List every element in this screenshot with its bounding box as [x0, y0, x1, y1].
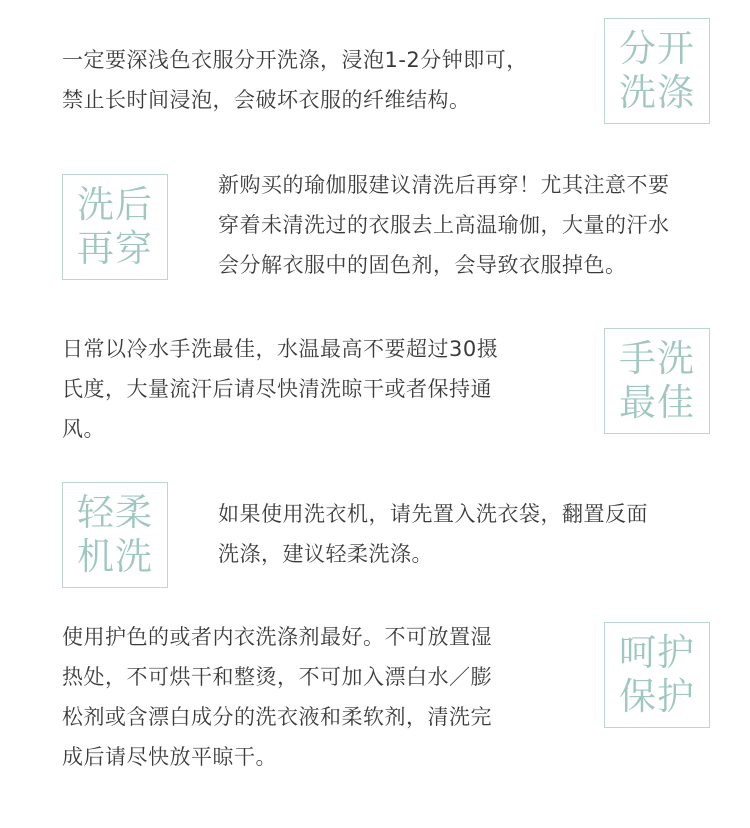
text-line: 穿着未清洗过的衣服去上高温瑜伽，大量的汗水	[218, 213, 670, 237]
badge-line: 最佳	[619, 381, 695, 424]
care-text-wash-before-wear	[218, 165, 728, 285]
badge-line: 分开	[619, 27, 695, 70]
badge-line: 保护	[619, 675, 695, 718]
text-line: 使用护色的或者内衣洗涤剂最好。不可放置湿	[62, 625, 492, 649]
text-line: 松剂或含漂白成分的洗衣液和柔软剂，清洗完	[62, 705, 492, 729]
badge-line: 呵护	[619, 631, 695, 674]
care-text-separate-wash	[62, 40, 582, 120]
badge-line: 轻柔	[77, 491, 153, 534]
badge-gentle-machine	[62, 482, 168, 588]
text-line: 一定要深浅色衣服分开洗涤，浸泡1-2分钟即可，	[62, 48, 528, 72]
badge-line: 手洗	[619, 337, 695, 380]
care-text-protect	[62, 617, 582, 777]
text-line: 氏度，大量流汗后请尽快清洗晾干或者保持通	[62, 377, 492, 401]
badge-line: 再穿	[77, 227, 153, 270]
badge-line: 机洗	[77, 535, 153, 578]
care-text-hand-wash	[62, 329, 582, 449]
text-line: 洗涤，建议轻柔洗涤。	[218, 542, 433, 566]
care-text-gentle-machine	[218, 494, 728, 574]
text-line: 如果使用洗衣机，请先置入洗衣袋，翻置反面	[218, 502, 648, 526]
badge-protect	[604, 622, 710, 728]
text-line: 禁止长时间浸泡，会破坏衣服的纤维结构。	[62, 88, 471, 112]
text-line: 成后请尽快放平晾干。	[62, 745, 277, 769]
badge-hand-wash	[604, 328, 710, 434]
badge-line: 洗涤	[619, 71, 695, 114]
text-line: 会分解衣服中的固色剂，会导致衣服掉色。	[218, 253, 627, 277]
text-line: 热处，不可烘干和整烫，不可加入漂白水／膨	[62, 665, 492, 689]
badge-line: 洗后	[77, 183, 153, 226]
text-line: 风。	[62, 417, 105, 441]
badge-separate-wash	[604, 18, 710, 124]
badge-wash-before-wear	[62, 174, 168, 280]
text-line: 日常以冷水手洗最佳，水温最高不要超过30摄	[62, 337, 499, 361]
text-line: 新购买的瑜伽服建议清洗后再穿！尤其注意不要	[218, 173, 670, 197]
